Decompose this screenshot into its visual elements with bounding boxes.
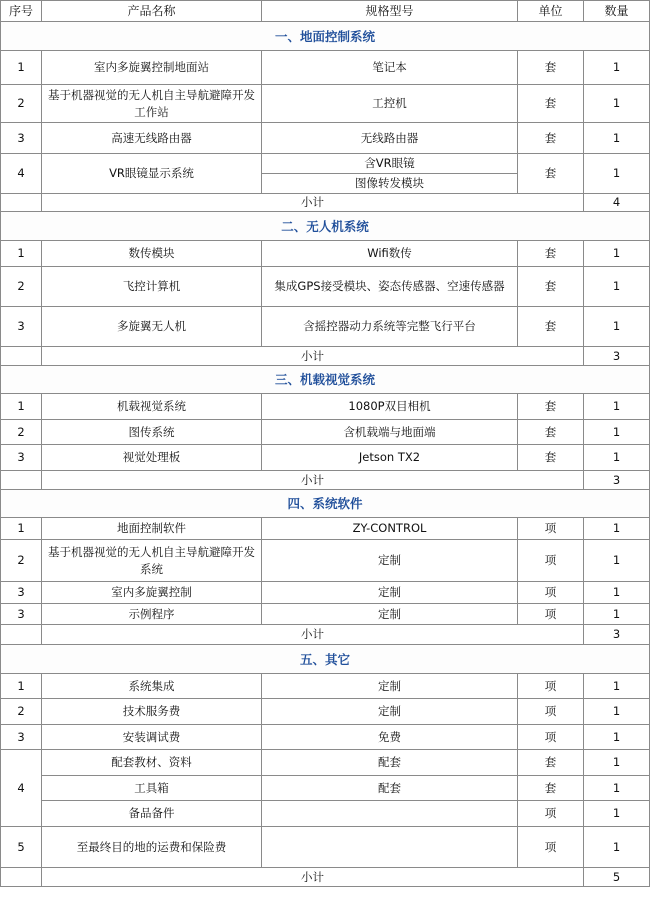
cell-spec: 含机载端与地面端 [262,420,518,445]
cell-no: 2 [1,85,42,123]
header-unit: 单位 [518,1,584,22]
cell-spec: 定制 [262,582,518,604]
cell-unit: 项 [518,725,584,750]
subtotal-row [1,347,650,366]
cell-no: 1 [1,241,42,267]
cell-empty [1,347,42,366]
cell-spec: 定制 [262,699,518,725]
table-row [1,307,650,347]
section-header-row [1,22,650,51]
cell-unit: 套 [518,307,584,347]
cell-unit: 项 [518,674,584,699]
table-row [1,750,650,776]
cell-name: VR眼镜显示系统 [42,154,262,194]
subtotal-row [1,471,650,490]
cell-name: 基于机器视觉的无人机自主导航避障开发工作站 [42,85,262,123]
cell-no: 4 [1,750,42,827]
table-row [1,699,650,725]
cell-unit: 项 [518,604,584,625]
cell-no: 2 [1,699,42,725]
cell-no: 3 [1,123,42,154]
cell-name: 室内多旋翼控制地面站 [42,51,262,85]
cell-qty: 1 [584,307,650,347]
table-row [1,674,650,699]
cell-spec: 含摇控器动力系统等完整飞行平台 [262,307,518,347]
cell-no: 5 [1,827,42,868]
cell-qty: 1 [584,827,650,868]
cell-no: 2 [1,267,42,307]
cell-name: 室内多旋翼控制 [42,582,262,604]
section-header-row [1,366,650,394]
cell-unit: 套 [518,420,584,445]
cell-spec: 定制 [262,604,518,625]
section-title: 五、其它 [1,645,650,674]
cell-qty: 1 [584,85,650,123]
table-row [1,604,650,625]
cell-spec: 集成GPS接受模块、姿态传感器、空速传感器 [262,267,518,307]
cell-qty: 1 [584,518,650,540]
table-row [1,827,650,868]
cell-spec: 工控机 [262,85,518,123]
subtotal-row [1,625,650,645]
cell-name: 配套教材、资料 [42,750,262,776]
table-row [1,51,650,85]
header-qty: 数量 [584,1,650,22]
header-no: 序号 [1,1,42,22]
cell-spec: 免费 [262,725,518,750]
cell-no: 3 [1,725,42,750]
cell-empty [1,868,42,887]
cell-qty: 1 [584,540,650,582]
cell-qty: 1 [584,420,650,445]
cell-unit: 套 [518,394,584,420]
cell-spec: 配套 [262,776,518,801]
section-header-row [1,645,650,674]
table-row [1,725,650,750]
cell-qty: 1 [584,699,650,725]
cell-no: 3 [1,307,42,347]
cell-name: 示例程序 [42,604,262,625]
cell-qty: 1 [584,123,650,154]
cell-empty [1,625,42,645]
cell-name: 图传系统 [42,420,262,445]
cell-no: 1 [1,518,42,540]
cell-qty: 1 [584,674,650,699]
cell-no: 3 [1,604,42,625]
cell-qty: 1 [584,445,650,471]
cell-name: 工具箱 [42,776,262,801]
cell-name: 安装调试费 [42,725,262,750]
table-row [1,154,650,174]
cell-qty: 1 [584,394,650,420]
cell-name: 机载视觉系统 [42,394,262,420]
cell-no: 3 [1,445,42,471]
cell-spec: 1080P双目相机 [262,394,518,420]
cell-name: 备品备件 [42,801,262,827]
section-title: 三、机载视觉系统 [1,366,650,394]
cell-qty: 1 [584,267,650,307]
cell-no: 4 [1,154,42,194]
subtotal-label: 小计 [42,347,584,366]
cell-unit: 套 [518,267,584,307]
table-row [1,241,650,267]
cell-unit: 套 [518,154,584,194]
cell-name: 地面控制软件 [42,518,262,540]
subtotal-row [1,868,650,887]
cell-spec: Wifi数传 [262,241,518,267]
cell-no: 1 [1,394,42,420]
subtotal-value: 3 [584,347,650,366]
table-row [1,582,650,604]
cell-qty: 1 [584,582,650,604]
cell-name: 至最终目的地的运费和保险费 [42,827,262,868]
cell-unit: 套 [518,85,584,123]
subtotal-label: 小计 [42,194,584,212]
cell-name: 技术服务费 [42,699,262,725]
table-row [1,445,650,471]
cell-spec: ZY-CONTROL [262,518,518,540]
cell-spec [262,801,518,827]
cell-spec: 无线路由器 [262,123,518,154]
table-row [1,540,650,582]
cell-no: 2 [1,540,42,582]
cell-unit: 套 [518,241,584,267]
cell-unit: 套 [518,776,584,801]
section-title: 四、系统软件 [1,490,650,518]
cell-unit: 项 [518,540,584,582]
subtotal-label: 小计 [42,868,584,887]
subtotal-value: 3 [584,625,650,645]
cell-name: 数传模块 [42,241,262,267]
table-row [1,123,650,154]
cell-qty: 1 [584,154,650,194]
cell-qty: 1 [584,51,650,85]
cell-spec [262,827,518,868]
cell-spec: 配套 [262,750,518,776]
cell-name: 飞控计算机 [42,267,262,307]
cell-no: 1 [1,51,42,85]
table-row [1,394,650,420]
cell-unit: 项 [518,582,584,604]
header-row [1,1,650,22]
cell-unit: 项 [518,699,584,725]
cell-qty: 1 [584,750,650,776]
section-header-row [1,490,650,518]
cell-qty: 1 [584,776,650,801]
cell-spec: 含VR眼镜 [262,154,518,174]
subtotal-value: 3 [584,471,650,490]
cell-no: 3 [1,582,42,604]
cell-unit: 套 [518,445,584,471]
cell-name: 视觉处理板 [42,445,262,471]
subtotal-value: 5 [584,868,650,887]
subtotal-label: 小计 [42,625,584,645]
cell-unit: 套 [518,750,584,776]
cell-empty [1,194,42,212]
cell-unit: 套 [518,51,584,85]
section-title: 二、无人机系统 [1,212,650,241]
subtotal-label: 小计 [42,471,584,490]
cell-spec: 图像转发模块 [262,174,518,194]
table-row [1,267,650,307]
cell-qty: 1 [584,725,650,750]
table-row [1,776,650,801]
cell-qty: 1 [584,241,650,267]
cell-no: 2 [1,420,42,445]
subtotal-value: 4 [584,194,650,212]
cell-name: 多旋翼无人机 [42,307,262,347]
section-title: 一、地面控制系统 [1,22,650,51]
table-row [1,518,650,540]
table-row [1,420,650,445]
cell-unit: 项 [518,518,584,540]
cell-spec: Jetson TX2 [262,445,518,471]
header-name: 产品名称 [42,1,262,22]
section-header-row [1,212,650,241]
cell-empty [1,471,42,490]
cell-name: 基于机器视觉的无人机自主导航避障开发系统 [42,540,262,582]
table-row [1,801,650,827]
subtotal-row [1,194,650,212]
cell-unit: 项 [518,827,584,868]
cell-qty: 1 [584,801,650,827]
cell-unit: 套 [518,123,584,154]
cell-no: 1 [1,674,42,699]
cell-name: 高速无线路由器 [42,123,262,154]
table-row [1,85,650,123]
cell-name: 系统集成 [42,674,262,699]
cell-spec: 笔记本 [262,51,518,85]
cell-unit: 项 [518,801,584,827]
cell-spec: 定制 [262,540,518,582]
cell-qty: 1 [584,604,650,625]
header-spec: 规格型号 [262,1,518,22]
cell-spec: 定制 [262,674,518,699]
